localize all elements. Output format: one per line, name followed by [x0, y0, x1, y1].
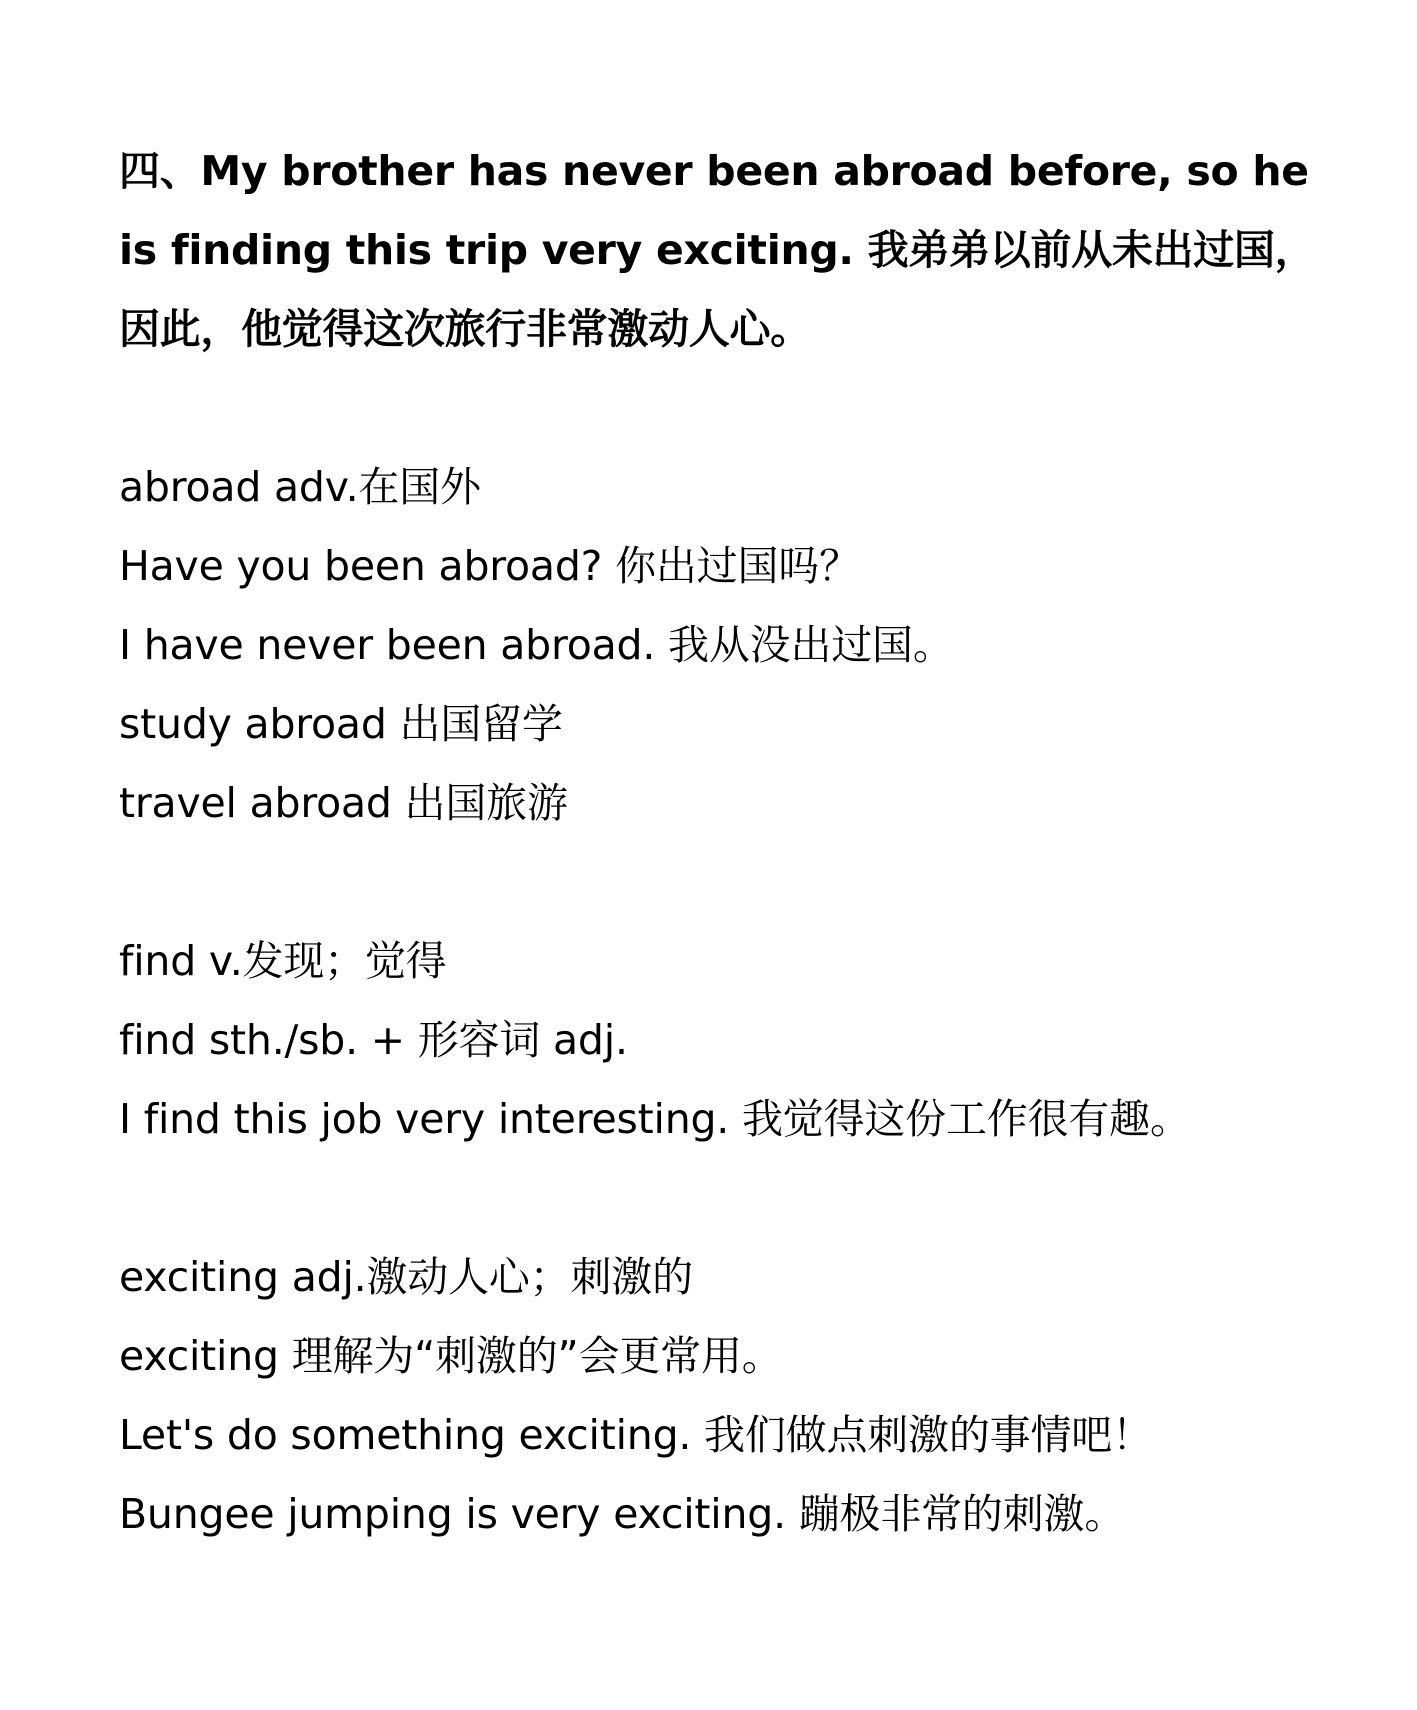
example-line: I find this job very interesting. 我觉得这份工作很有趣。: [119, 1095, 1191, 1143]
phrase-line: travel abroad 出国旅游: [119, 779, 568, 827]
exciting-section: [119, 1238, 1319, 1554]
pattern-line: find sth./sb. + 形容词 adj.: [119, 1016, 628, 1064]
abroad-section: [119, 448, 1319, 843]
example-line: Let's do something exciting. 我们做点刺激的事情吧！: [119, 1411, 1153, 1459]
vocab-line: abroad adv.在国外: [119, 463, 481, 511]
lesson-heading: 四、My brother has never been abroad before, so he is finding this trip very exciting. 我弟弟以前从未出过国，因此，他觉得这次旅行非常激动人心。: [119, 147, 1316, 353]
example-line: Have you been abroad? 你出过国吗？: [119, 542, 860, 590]
example-line: Bungee jumping is very exciting. 蹦极非常的刺激。: [119, 1490, 1126, 1538]
find-section: [119, 922, 1319, 1159]
vocab-line: find v.发现；觉得: [119, 937, 447, 985]
vocab-line: exciting adj.激动人心；刺激的: [119, 1253, 693, 1301]
document-page: [119, 132, 1319, 1554]
phrase-line: study abroad 出国留学: [119, 700, 563, 748]
note-line: exciting 理解为“刺激的”会更常用。: [119, 1332, 783, 1380]
example-line: I have never been abroad. 我从没出过国。: [119, 621, 954, 669]
